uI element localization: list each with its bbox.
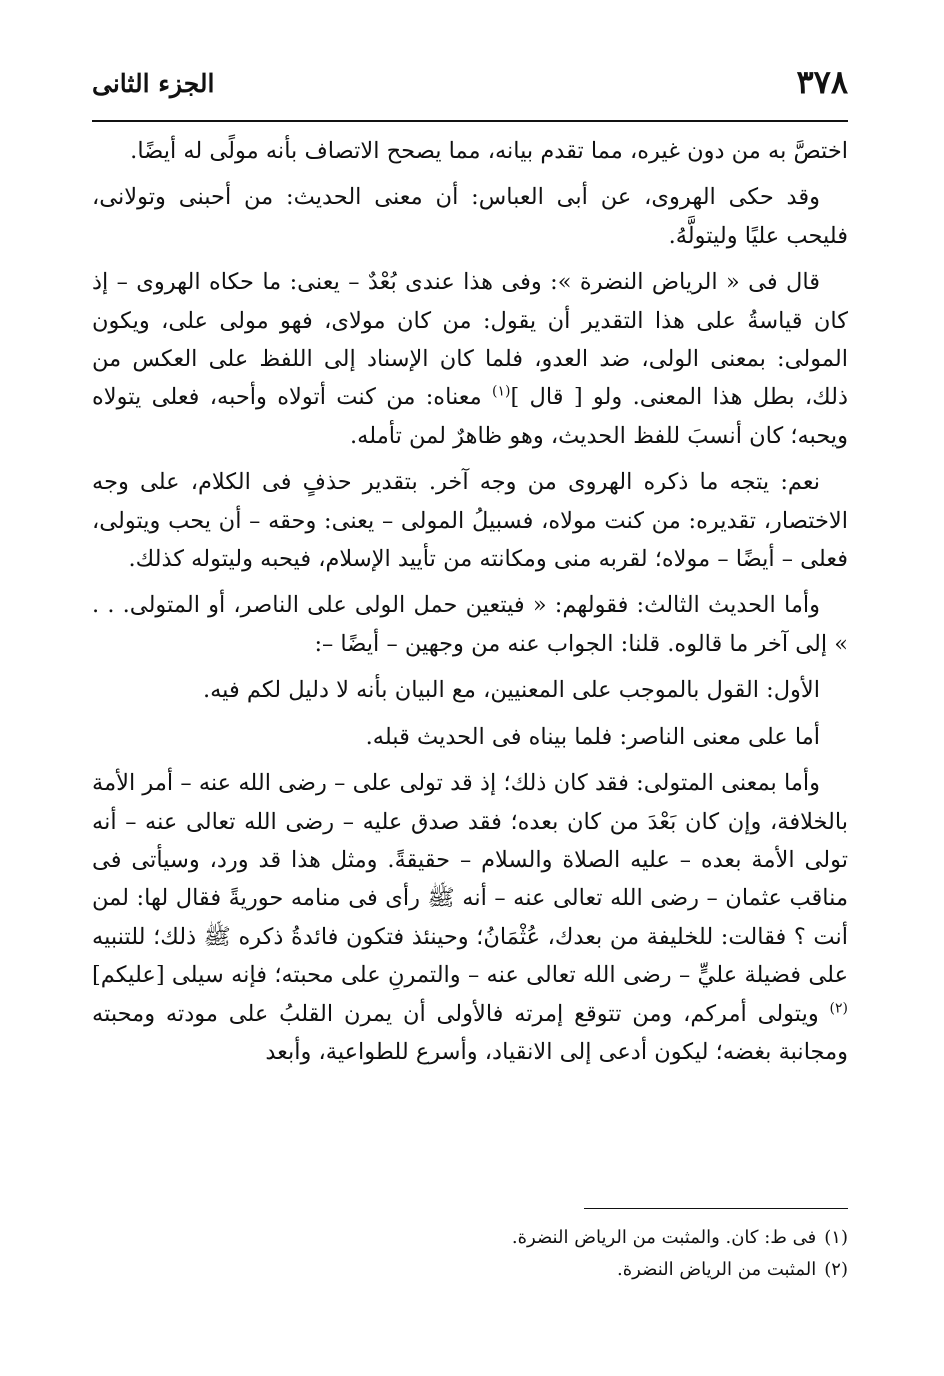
paragraph: الأول: القول بالموجب على المعنيين، مع البيان بأنه لا دليل لكم فيه. — [202, 677, 820, 704]
footnote-text: المثبت من الرياض النضرة. — [617, 1259, 817, 1280]
paragraph: اختصَّ به من دون غيره، مما تقدم بيانه، مما يصحح الاتصاف بأنه مولًى له أيضًا. — [130, 138, 848, 164]
page-header — [92, 62, 848, 112]
paragraph: وأما الحديث الثالث: فقولهم: « فيتعين حمل الولى على الناصر، أو المتولى. . . » إلى آخر ما قالوه. قلنا: الجواب عنه من وجهين – أيضًا –: — [92, 592, 848, 657]
paragraph: نعم: يتجه ما ذكره الهروى من وجه آخر. بتقدير حذفٍ فى الكلام، على وجه الاختصار، تقديره: من كنت مولاه، فسبيلُ المولى – يعنى: وحقه – أن يحب ويتولى، فعلى – أيضًا – مولاه؛ لقربه منى ومكانته من تأييد الإسلام، فيحبه وليتوله كذلك. — [92, 469, 848, 573]
paragraph — [92, 263, 848, 455]
paragraph — [92, 764, 848, 1071]
footnote-text: فى ط: كان. والمثبت من الرياض النضرة. — [511, 1227, 817, 1248]
paragraph-text: معناه: من كنت أتولاه وأحبه، فعلى يتولاه ويحبه؛ كان أنسبَ للفظ الحديث، وهو ظاهرٌ لمن تأمله. — [92, 384, 848, 449]
footnote-number: (١) — [824, 1227, 848, 1248]
footnote-reference: (١) — [491, 383, 511, 400]
footnote — [92, 1222, 848, 1254]
footnote-number: (٢) — [824, 1259, 848, 1280]
page-number: ٣٧٨ — [796, 63, 848, 101]
paragraph-text: قال فى « الرياض النضرة »: وفى هذا عندى بُعْدٌ – يعنى: ما حكاه الهروى – إذ كان قياسةُ على هذا التقدير أن يقول: من كان مولاى، فهو مولى على، ويكون المولى: بمعنى الولى، ضد العدو، فلما كان الإسناد إلى اللفظ على العكس من ذلك، بطل هذا المعنى. ولو [ قال ] — [92, 269, 849, 411]
paragraph-text: وأما بمعنى المتولى: فقد كان ذلك؛ إذ قد تولى على – رضى الله عنه – أمر الأمة بالخلافة، وإن كان بَعْدَ من كان بعده؛ فقد صدق عليه – رضى الله تعالى عنه – أنه تولى الأمة بعده – عليه الصلاة والسلام – حقيقةً. ومثل هذا قد ورد، وسيأتى فى مناقب عثمان – رضى الله تعالى عنه – أنه ﷺ رأى فى منامه حوريةً فقال لها: لمن أنت ؟ فقالت: للخليفة من بعدك، عُثْمَانُ؛ وحينئذ فتكون فائدةُ ذكره ﷺ ذلك؛ للتنبيه على فضيلة عليٍّ – رضى الله تعالى عنه – والتمرنِ على محبته؛ فإنه سيلى [عليكم] — [92, 770, 848, 989]
header-rule — [92, 120, 848, 122]
running-title: الجزء الثانى — [92, 69, 215, 98]
footnotes — [92, 1222, 848, 1286]
paragraph-text: ويتولى أمركم، ومن تتوقع إمرته فالأولى أن يمرن القلبُ على مودته ومحبته ومجانبة بغضه؛ ليكون أدعى إلى الانقياد، وأسرع للطواعية، وأبعد — [92, 1000, 848, 1065]
paragraph: أما على معنى الناصر: فلما بيناه فى الحديث قبله. — [365, 723, 820, 750]
footnote — [92, 1254, 848, 1286]
body-text — [92, 132, 848, 1079]
footnote-reference: (٢) — [829, 1000, 848, 1017]
footnote-rule — [584, 1208, 848, 1209]
paragraph: وقد حكى الهروى، عن أبى العباس: أن معنى الحديث: من أحبنى وتولانى، فليحب عليًا وليتولَّهُ. — [92, 184, 848, 249]
